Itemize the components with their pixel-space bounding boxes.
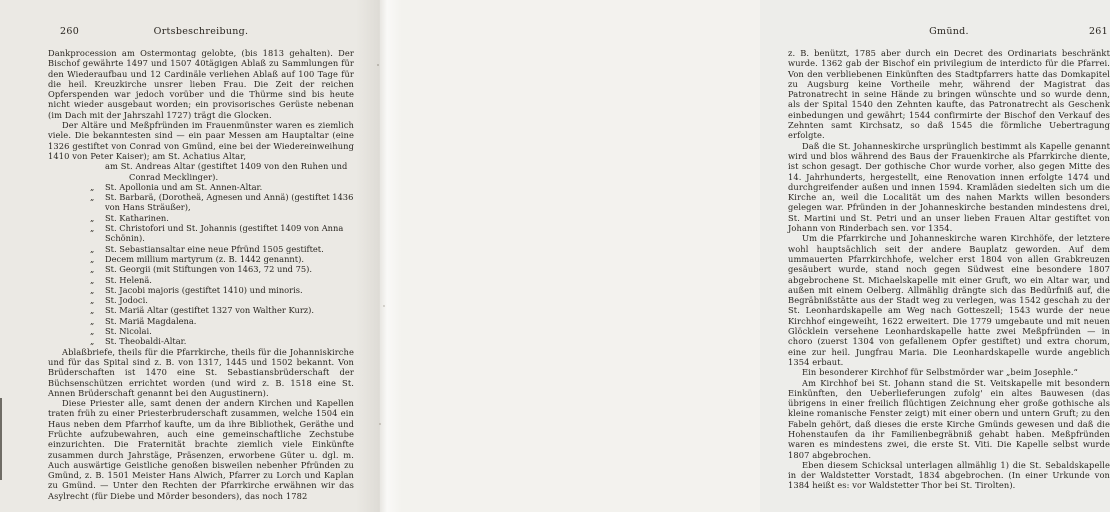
altar-list-item xyxy=(48,285,354,295)
ditto-mark: „ xyxy=(90,305,95,316)
altar-list-item-text: St. Barbarä, (Dorotheä, Agnesen und Annä) (gestiftet 1436 von Hans Sträußer), xyxy=(105,192,354,213)
ditto-mark: „ xyxy=(90,274,95,285)
altar-list-item-text: St. Georgii (mit Stiftungen von 1463, 72 und 75). xyxy=(105,264,313,275)
ditto-mark: „ xyxy=(90,284,95,295)
paragraph: Um die Pfarrkirche und Johanneskirche waren Kirchhöfe, der letztere wohl hauptsächlich seit der andere Bauplatz geworden. Auf dem ummauerten Pfarrkirchhofe, welcher erst 1804 von allen Grabkreuzen gesäubert wurde, stand noch gegen Südwest eine besondere 1807 abgebrochene St. Michaelskapelle mit einer Gruft, wo ein Altar war, und außen mit einem Oelberg. Allmählig drängte sich das Bedürfniß auf, die Begräbnißstätte aus der Stadt weg zu verlegen, was 1542 geschah zu der St. Leonhardskapelle am Weg nach Gotteszell; 1543 wurde der neue Kirchhof eingeweiht, 1622 erweitert. Die 1779 umgebaute und mit neuen Glöcklein versehene Leonhardskapelle hatte zwei Meßpfründen — in choro (zuerst 1304 von gefallenem Opfer gestiftet) und extra chorum, eine zur heil. Jungfrau Maria. Die Leonhardskapelle wurde angeblich 1354 erbaut. xyxy=(788,233,1110,367)
altar-list-item-text: Decem millium martyrum (z. B. 1442 genannt). xyxy=(105,253,304,264)
page-number-right: 261 xyxy=(1088,26,1108,37)
text-column-right xyxy=(788,48,1110,491)
altar-list-lead: am St. Andreas Altar (gestiftet 1409 von den Ruhen und Conrad Mecklinger). xyxy=(105,161,348,182)
paragraph: Diese Priester alle, samt denen der andern Kirchen und Kapellen traten früh zu einer Priesterbruderschaft zusammen, welche 1504 ein Haus neben dem Pfarrhof kaufte, um da ihre Bibliothek, Geräthe und Früchte aufzubewahren, auch eine gemeinschaftliche Zechstube einzurichten. Die Fraternität brachte ziemlich viele Einkünfte zusammen durch Jahrstäge, Präsenzen, erworbene Güter u. dgl. m. Auch auswärtige Geistliche genoßen bisweilen nebenher Pfründen zu Gmünd, z. B. 1501 Meister Hans Alwich, Pfarrer zu Lorch und Kaplan zu Gmünd. — Unter den Rechten der Pfarrkirche erwähnen wir das Asylrecht (für Diebe und Mörder besonders), das noch 1782 xyxy=(48,398,354,501)
ditto-mark: „ xyxy=(90,181,95,192)
ditto-mark: „ xyxy=(90,243,95,254)
ditto-mark: „ xyxy=(90,295,95,306)
ditto-mark: „ xyxy=(90,192,95,203)
paragraph: Am Kirchhof bei St. Johann stand die St. Veitskapelle mit besondern Einkünften, den Ueberlieferungen zufolg' ein altes Bauwesen (das übrigens in einer freilich flüchtigen Zeichnung eher große gothische als kleine romanische Fenster zeigt) mit einer obern und untern Gruft; zu den Fabeln gehört, daß dieses die erste Kirche Gmünds gewesen und daß die Hohenstaufen da ihr Familienbegräbniß gehabt haben. Meßpfründen waren es mindestens zwei, die erste St. Viti. Die Kapelle selbst wurde 1807 abgebrochen. xyxy=(788,377,1110,460)
ditto-mark: „ xyxy=(90,253,95,264)
altar-list-item-text: St. Helenä. xyxy=(105,274,152,285)
ditto-mark: „ xyxy=(90,264,95,275)
page-left xyxy=(0,0,380,512)
ditto-mark: „ xyxy=(90,212,95,223)
altar-list-item xyxy=(48,254,354,264)
altar-list-item-text: St. Jacobi majoris (gestiftet 1410) und minoris. xyxy=(105,284,303,295)
running-title-right: Gmünd. xyxy=(929,26,969,37)
altar-list-item xyxy=(48,275,354,285)
altar-list-item xyxy=(48,264,354,274)
dust-speck xyxy=(379,423,381,425)
paragraph: z. B. benützt, 1785 aber durch ein Decret des Ordinariats beschränkt wurde. 1362 gab der Bischof ein privilegium de interdicto für die Pfarrei. Von den verbliebenen Einkünften des Stadtpfarrers hatte das Domkapitel zu Augsburg keine Vortheile mehr, während der Magistrat das Patronatrecht in seine Hände zu bringen wünschte und so wurde denn, als der Spital 1540 den Zehnten kaufte, das Patronatrecht als Geschenk einbedungen und gewährt; 1544 confirmirte der Bischof den Verkauf des Zehnten samt Kirchsatz, so daß 1545 die förmliche Uebertragung erfolgte. xyxy=(788,48,1110,141)
altar-list-item xyxy=(48,295,354,305)
ditto-mark: „ xyxy=(90,336,95,347)
altar-list-item-text: St. Jodoci. xyxy=(105,295,148,306)
paragraph: Dankprocession am Ostermontag gelobte, (bis 1813 gehalten). Der Bischof gewährte 1497 und 1507 40tägigen Ablaß zu Sammlungen für den Wiederaufbau und 12 Cardinäle verliehen Ablaß auf 100 Tage für die heil. Kreuzkirche unsrer lieben Frau. Die Zeit der reichen Opferspenden war jedoch vorüber und die Thürme sind bis heute nicht wieder ausgebaut worden; ein provisorisches Gerüste nebenan (im Dach mit der Jahrszahl 1727) trägt die Glocken. xyxy=(48,48,354,120)
altar-list-item-text: St. Nicolai. xyxy=(105,326,152,337)
paragraph: Eben diesem Schicksal unterlagen allmählig 1) die St. Sebaldskapelle in der Waldstetter Vorstadt, 1834 abgebrochen. (In einer Urkunde von 1384 heißt es: vor Waldstetter Thor bei St. Tirolten). xyxy=(788,459,1110,491)
altar-list-item xyxy=(48,223,354,244)
running-title-left: Ortsbeschreibung. xyxy=(153,26,249,37)
altar-list-item-text: St. Theobaldi-Altar. xyxy=(105,336,187,347)
altar-list-item xyxy=(48,213,354,223)
paragraph: Ein besonderer Kirchhof für Selbstmörder war „beim Josephle.“ xyxy=(802,367,1078,378)
altar-list-item xyxy=(48,244,354,254)
altar-list-item-text: St. Christofori und St. Johannis (gestiftet 1409 von Anna Schönin). xyxy=(105,223,344,244)
altar-list-item-text: St. Katharinen. xyxy=(105,212,169,223)
altar-list-item xyxy=(48,326,354,336)
dust-speck xyxy=(377,64,379,66)
altar-list-item-text: St. Sebastiansaltar eine neue Pfründ 1505 gestiftet. xyxy=(105,243,324,254)
altar-list-item-text: St. Apollonia und am St. Annen-Altar. xyxy=(105,181,263,192)
altar-list-item-text: St. Mariä Magdalena. xyxy=(105,315,197,326)
paragraph: Daß die St. Johanneskirche ursprünglich bestimmt als Kapelle genannt wird und blos während des Baus der Frauenkirche als Pfarrkirche diente, ist schon gesagt. Der gothische Chor wurde vorher, also gegen Mitte des 14. Jahrhunderts, hergestellt, eine Renovation innen erfolgte 1474 und durchgreifender außen und innen 1594. Kramläden siedelten sich um die Kirche an, weil die Localität um des nahen Markts willen besonders gelegen war. Pfründen in der Johanneskirche bestanden mindestens drei, St. Martini und St. Petri und an unser lieben Frauen Altar gestiftet von Johann von Rinderbach sen. vor 1354. xyxy=(788,140,1110,234)
page-right xyxy=(380,0,1110,512)
altar-list-item xyxy=(48,336,354,346)
altar-list-item xyxy=(48,305,354,315)
altar-list-item xyxy=(48,182,354,192)
altar-list-item-text: St. Mariä Altar (gestiftet 1327 von Walther Kurz). xyxy=(105,305,315,316)
altar-list-item xyxy=(48,316,354,326)
scan-edge-artifact xyxy=(0,398,2,480)
page-number-left: 260 xyxy=(60,26,80,37)
paragraph: Der Altäre und Meßpfründen im Frauenmünster waren es ziemlich viele. Die bekanntesten sind — ein paar Messen am Hauptaltar (eine 1326 gestiftet von Conrad von Gmünd, eine bei der Wiedereinweihung 1410 von Peter Kaiser); am St. Achatius Altar, xyxy=(48,120,354,161)
running-head-left xyxy=(48,26,354,37)
dust-speck xyxy=(383,305,385,307)
ditto-mark: „ xyxy=(90,326,95,337)
text-column-left xyxy=(48,48,354,501)
running-head-right xyxy=(788,26,1110,37)
ditto-mark: „ xyxy=(90,315,95,326)
altar-list-item xyxy=(48,192,354,213)
ditto-mark: „ xyxy=(90,223,95,234)
paragraph: Ablaßbriefe, theils für die Pfarrkirche, theils für die Johanniskirche und für das Spital sind z. B. von 1317, 1445 und 1502 bekannt. Von Brüderschaften ist 1470 eine St. Sebastiansbrüderschaft der Büchsenschützen errichtet worden (und wird z. B. 1518 eine St. Annen Brüderschaft genannt bei den Augustinern). xyxy=(48,346,354,398)
